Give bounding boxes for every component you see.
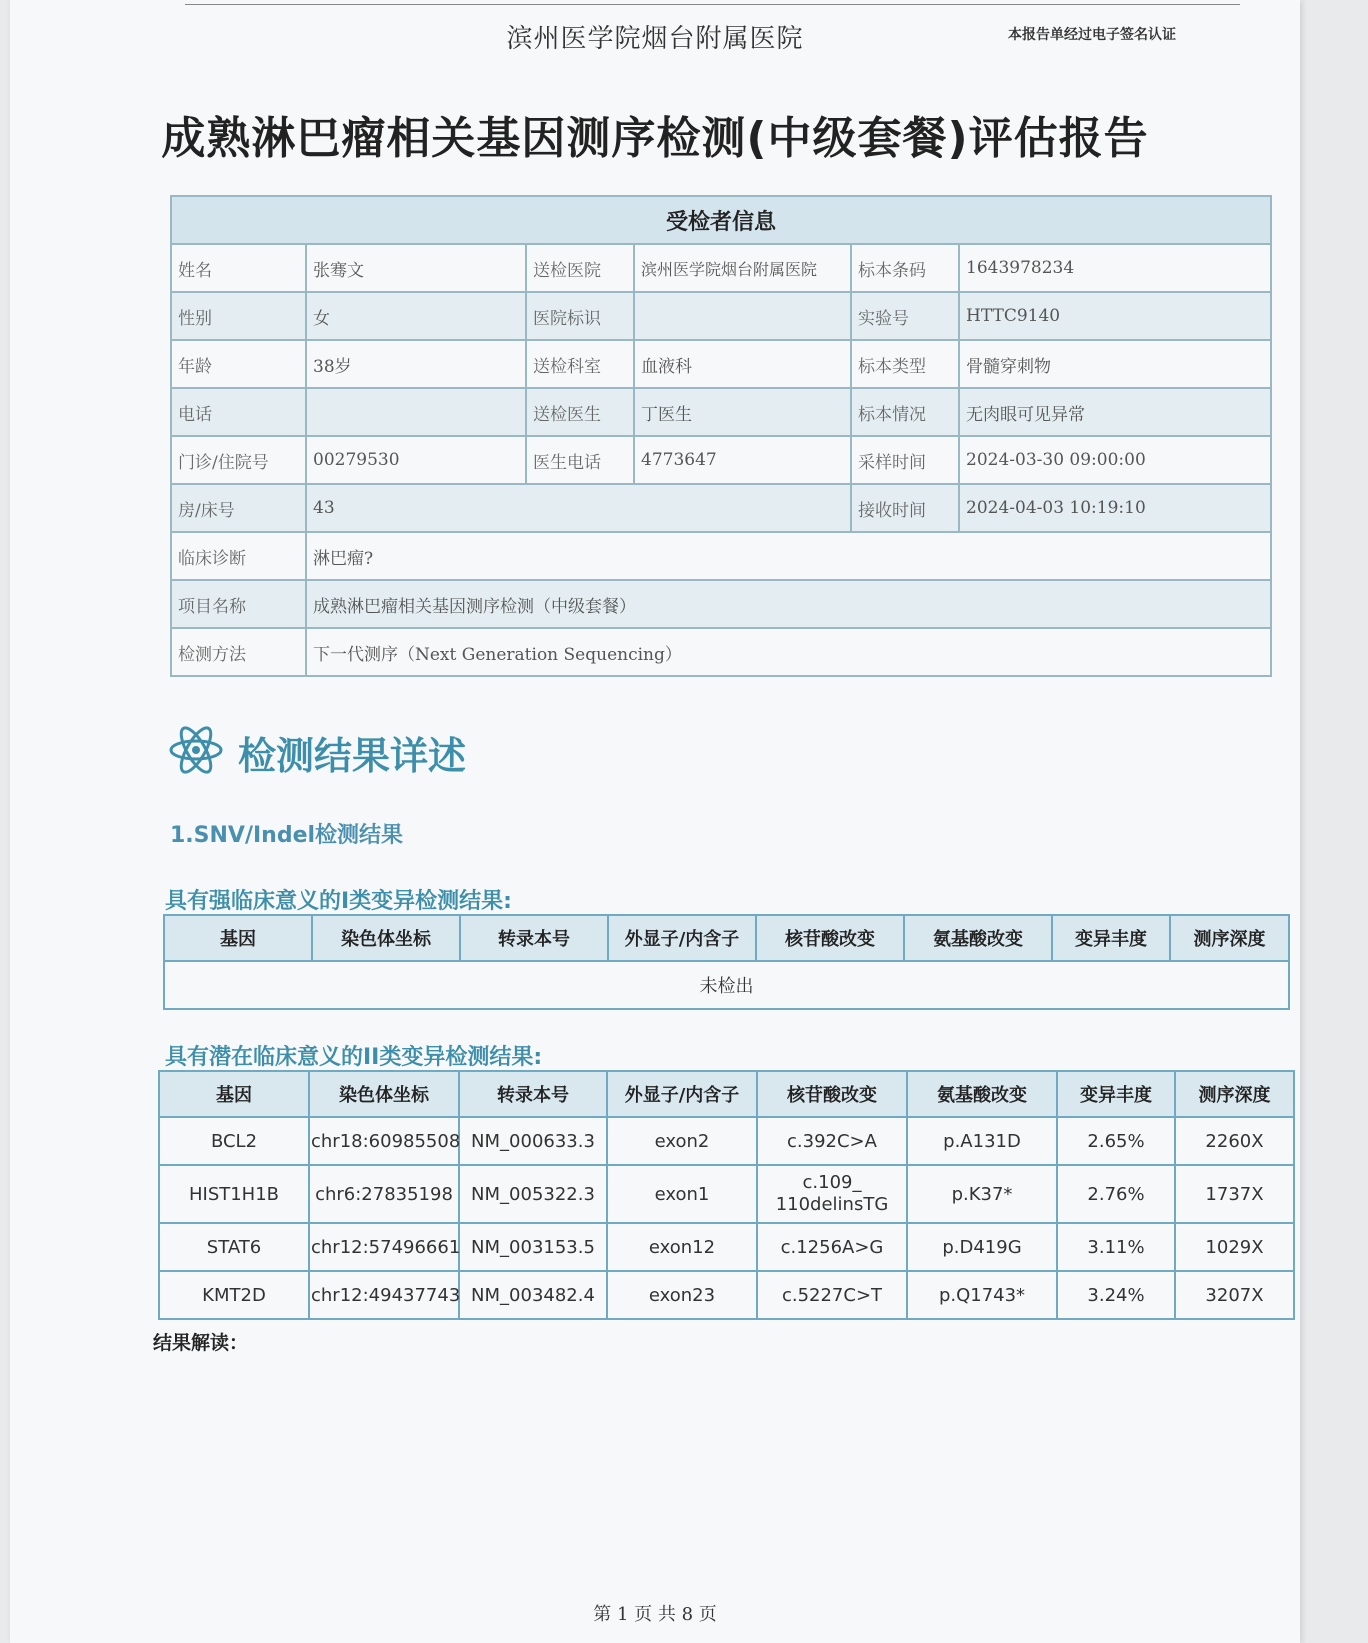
barcode-value: 1643978234 xyxy=(959,244,1271,292)
vaf-cell: 2.65% xyxy=(1057,1117,1175,1165)
column-header: 核苷酸改变 xyxy=(757,1071,907,1117)
name-value: 张骞文 xyxy=(306,244,526,292)
column-header: 外显子/内含子 xyxy=(607,1071,757,1117)
receive-time-value: 2024-04-03 10:19:10 xyxy=(959,484,1271,532)
class2-table xyxy=(158,1070,1295,1320)
doctor-phone-value: 4773647 xyxy=(634,436,851,484)
doctor-label: 送检医生 xyxy=(526,388,634,436)
collect-time-label: 采样时间 xyxy=(851,436,959,484)
results-section-header xyxy=(168,722,466,782)
hospital-name: 滨州医学院烟台附属医院 xyxy=(506,24,804,54)
patient-info-heading: 受检者信息 xyxy=(171,196,1271,244)
method-value: 下一代测序（Next Generation Sequencing） xyxy=(306,628,1271,676)
column-header: 基因 xyxy=(164,915,312,961)
bed-label: 房/床号 xyxy=(171,484,306,532)
gene-cell: STAT6 xyxy=(159,1223,309,1271)
interpretation-label: 结果解读： xyxy=(153,1332,249,1354)
table-row xyxy=(159,1271,1294,1319)
transcript-cell: NM_003153.5 xyxy=(459,1223,607,1271)
project-label: 项目名称 xyxy=(171,580,306,628)
patient-info-table xyxy=(170,195,1272,677)
class1-caption: 具有强临床意义的I类变异检测结果: xyxy=(165,889,512,914)
dept-label: 送检科室 xyxy=(526,340,634,388)
transcript-cell: NM_005322.3 xyxy=(459,1165,607,1223)
chrom-cell: chr12:57496661 xyxy=(309,1223,459,1271)
column-header: 变异丰度 xyxy=(1052,915,1170,961)
transcript-cell: NM_000633.3 xyxy=(459,1117,607,1165)
column-header: 测序深度 xyxy=(1170,915,1289,961)
class1-empty: 未检出 xyxy=(164,961,1289,1009)
report-title: 成熟淋巴瘤相关基因测序检测(中级套餐)评估报告 xyxy=(161,113,1149,164)
receive-time-label: 接收时间 xyxy=(851,484,959,532)
gene-cell: HIST1H1B xyxy=(159,1165,309,1223)
sample-condition-label: 标本情况 xyxy=(851,388,959,436)
class1-table xyxy=(163,914,1290,1010)
vaf-cell: 3.24% xyxy=(1057,1271,1175,1319)
column-header: 测序深度 xyxy=(1175,1071,1294,1117)
chrom-cell: chr12:49437743 xyxy=(309,1271,459,1319)
phone-label: 电话 xyxy=(171,388,306,436)
diagnosis-value: 淋巴瘤? xyxy=(306,532,1271,580)
depth-cell: 3207X xyxy=(1175,1271,1294,1319)
hospital-value: 滨州医学院烟台附属医院 xyxy=(634,244,851,292)
aminoacid-cell: p.D419G xyxy=(907,1223,1057,1271)
column-header: 转录本号 xyxy=(459,1071,607,1117)
gene-cell: BCL2 xyxy=(159,1117,309,1165)
class2-header-row xyxy=(159,1071,1294,1117)
patient-no-label: 门诊/住院号 xyxy=(171,436,306,484)
hospital-label: 送检医院 xyxy=(526,244,634,292)
column-header: 转录本号 xyxy=(460,915,608,961)
exon-cell: exon1 xyxy=(607,1165,757,1223)
aminoacid-cell: p.A131D xyxy=(907,1117,1057,1165)
phone-value xyxy=(306,388,526,436)
sample-condition-value: 无肉眼可见异常 xyxy=(959,388,1271,436)
depth-cell: 2260X xyxy=(1175,1117,1294,1165)
column-header: 氨基酸改变 xyxy=(904,915,1052,961)
dept-value: 血液科 xyxy=(634,340,851,388)
barcode-label: 标本条码 xyxy=(851,244,959,292)
class2-caption: 具有潜在临床意义的II类变异检测结果: xyxy=(165,1045,543,1070)
column-header: 核苷酸改变 xyxy=(756,915,904,961)
aminoacid-cell: p.K37* xyxy=(907,1165,1057,1223)
chrom-cell: chr18:60985508 xyxy=(309,1117,459,1165)
depth-cell: 1029X xyxy=(1175,1223,1294,1271)
method-label: 检测方法 xyxy=(171,628,306,676)
nucleotide-cell: c.5227C>T xyxy=(757,1271,907,1319)
column-header: 基因 xyxy=(159,1071,309,1117)
name-label: 姓名 xyxy=(171,244,306,292)
lab-no-label: 实验号 xyxy=(851,292,959,340)
gene-cell: KMT2D xyxy=(159,1271,309,1319)
depth-cell: 1737X xyxy=(1175,1165,1294,1223)
results-section-title: 检测结果详述 xyxy=(238,733,467,778)
doctor-phone-label: 医生电话 xyxy=(526,436,634,484)
column-header: 染色体坐标 xyxy=(309,1071,459,1117)
vaf-cell: 3.11% xyxy=(1057,1223,1175,1271)
table-row xyxy=(159,1165,1294,1223)
sex-value: 女 xyxy=(306,292,526,340)
column-header: 外显子/内含子 xyxy=(608,915,756,961)
nucleotide-cell: c.392C>A xyxy=(757,1117,907,1165)
nucleotide-cell: c.1256A>G xyxy=(757,1223,907,1271)
page-number: 第 1 页 共 8 页 xyxy=(593,1604,717,1625)
bed-value: 43 xyxy=(306,484,851,532)
table-row xyxy=(159,1223,1294,1271)
project-value: 成熟淋巴瘤相关基因测序检测（中级套餐） xyxy=(306,580,1271,628)
header-rule xyxy=(185,4,1240,5)
nucleotide-cell: c.109_ 110delinsTG xyxy=(757,1165,907,1223)
exon-cell: exon12 xyxy=(607,1223,757,1271)
aminoacid-cell: p.Q1743* xyxy=(907,1271,1057,1319)
transcript-cell: NM_003482.4 xyxy=(459,1271,607,1319)
report-page xyxy=(10,0,1300,1643)
exon-cell: exon2 xyxy=(607,1117,757,1165)
sex-label: 性别 xyxy=(171,292,306,340)
vaf-cell: 2.76% xyxy=(1057,1165,1175,1223)
hosp-id-value xyxy=(634,292,851,340)
diagnosis-label: 临床诊断 xyxy=(171,532,306,580)
sample-type-value: 骨髓穿刺物 xyxy=(959,340,1271,388)
doctor-value: 丁医生 xyxy=(634,388,851,436)
hosp-id-label: 医院标识 xyxy=(526,292,634,340)
lab-no-value: HTTC9140 xyxy=(959,292,1271,340)
atom-icon xyxy=(168,722,224,782)
table-row xyxy=(159,1117,1294,1165)
class1-header-row xyxy=(164,915,1289,961)
column-header: 变异丰度 xyxy=(1057,1071,1175,1117)
age-label: 年龄 xyxy=(171,340,306,388)
exon-cell: exon23 xyxy=(607,1271,757,1319)
patient-no-value: 00279530 xyxy=(306,436,526,484)
column-header: 氨基酸改变 xyxy=(907,1071,1057,1117)
age-value: 38岁 xyxy=(306,340,526,388)
snv-indel-heading: 1.SNV/Indel检测结果 xyxy=(170,823,404,848)
sample-type-label: 标本类型 xyxy=(851,340,959,388)
e-signature-note: 本报告单经过电子签名认证 xyxy=(1008,27,1176,43)
collect-time-value: 2024-03-30 09:00:00 xyxy=(959,436,1271,484)
chrom-cell: chr6:27835198 xyxy=(309,1165,459,1223)
column-header: 染色体坐标 xyxy=(312,915,460,961)
